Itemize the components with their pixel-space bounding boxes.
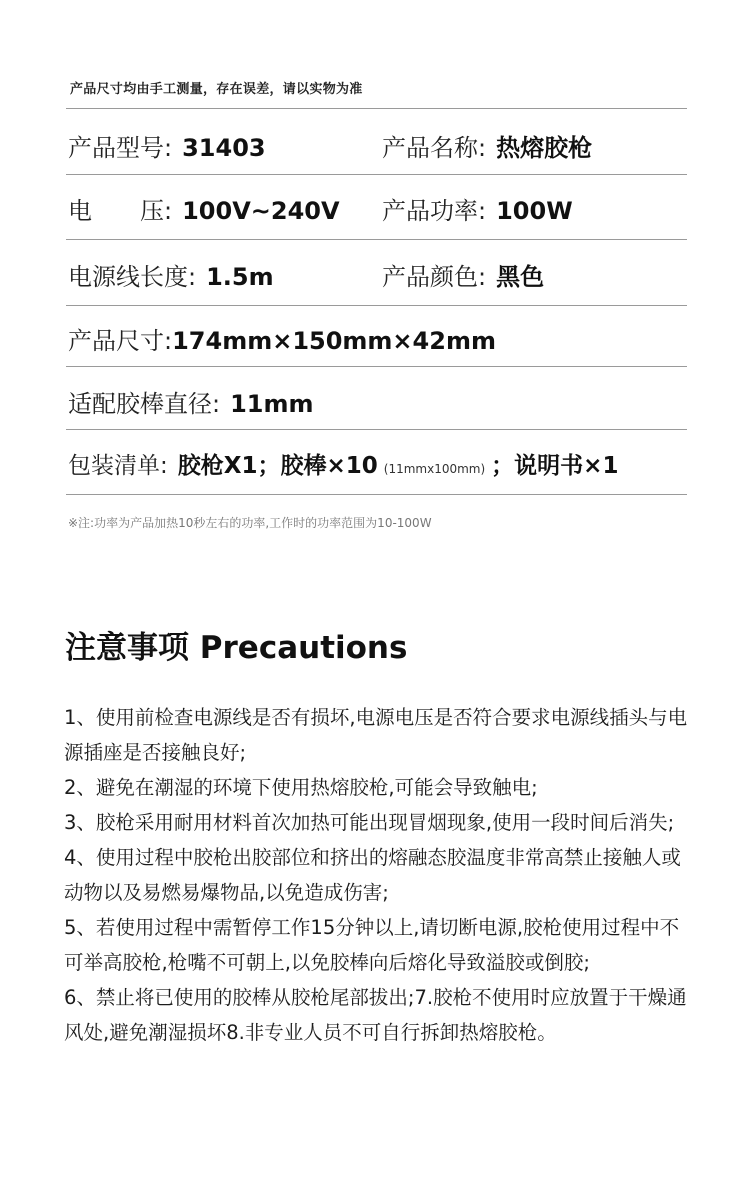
size-value: 174mm×150mm×42mm [172, 326, 496, 355]
spec-row-model-name [68, 125, 688, 165]
package-label: 包装清单: [68, 452, 168, 479]
power-value: 100W [496, 196, 573, 225]
precaution-item: 3、胶枪采用耐用材料首次加热可能出现冒烟现象,使用一段时间后消失; [64, 811, 675, 834]
cord-label: 电源线长度: [68, 262, 197, 291]
precaution-item: 1、使用前检查电源线是否有损坏,电源电压是否符合要求电源线插头与电源插座是否接触良好; [64, 706, 688, 764]
color-value: 黑色 [496, 262, 545, 291]
spec-row-cord-color [68, 254, 688, 294]
package-value-extra: ；说明书×1 [491, 452, 619, 479]
cord-value: 1.5m [206, 262, 274, 291]
spec-row-size [68, 318, 688, 358]
stick-label: 适配胶棒直径: [68, 389, 221, 418]
divider [66, 239, 687, 240]
divider [66, 305, 687, 306]
precaution-item: 2、避免在潮湿的环境下使用热熔胶枪,可能会导致触电; [64, 776, 538, 799]
divider [66, 429, 687, 430]
measurement-note: 产品尺寸均由手工测量，存在误差，请以实物为准 [70, 82, 363, 97]
divider [66, 108, 687, 109]
voltage-label: 电 压: [68, 196, 173, 225]
package-stick-size: (11mmx100mm) [383, 461, 486, 476]
spec-row-stick [68, 381, 688, 421]
spec-voltage [68, 191, 382, 226]
model-value: 31403 [182, 133, 266, 162]
voltage-value: 100V~240V [182, 196, 340, 225]
package-value-main: 胶枪X1；胶棒×10 [177, 452, 378, 479]
spec-row-voltage-power [68, 188, 688, 228]
spec-package [68, 447, 618, 480]
precaution-item: 5、若使用过程中需暂停工作15分钟以上,请切断电源,胶枪使用过程中不可举高胶枪,枪嘴不可朝上,以免胶棒向后熔化导致溢胶或倒胶; [64, 916, 680, 974]
spec-color [382, 257, 688, 292]
divider [66, 366, 687, 367]
name-value: 热熔胶枪 [496, 133, 593, 162]
divider [66, 174, 687, 175]
spec-row-package [68, 443, 688, 483]
precaution-item: 6、禁止将已使用的胶棒从胶枪尾部拔出;7.胶枪不使用时应放置于干燥通风处,避免潮湿损坏8.非专业人员不可自行拆卸热熔胶枪。 [64, 986, 687, 1044]
spec-stick [68, 384, 314, 419]
precautions-list [64, 700, 694, 1050]
spec-cord [68, 257, 382, 292]
divider [66, 494, 687, 495]
power-label: 产品功率: [382, 196, 487, 225]
model-label: 产品型号: [68, 133, 173, 162]
color-label: 产品颜色: [382, 262, 487, 291]
size-label: 产品尺寸: [68, 326, 173, 355]
spec-power [382, 191, 688, 226]
spec-size [68, 321, 496, 356]
stick-value: 11mm [230, 389, 314, 418]
power-footnote: ※注:功率为产品加热10秒左右的功率,工作时的功率范围为10-100W [68, 516, 432, 530]
spec-model [68, 128, 382, 163]
precautions-title: 注意事项 Precautions [65, 630, 408, 666]
precaution-item: 4、使用过程中胶枪出胶部位和挤出的熔融态胶温度非常高禁止接触人或动物以及易燃易爆物品,以免造成伤害; [64, 846, 681, 904]
spec-name [382, 128, 688, 163]
name-label: 产品名称: [382, 133, 487, 162]
